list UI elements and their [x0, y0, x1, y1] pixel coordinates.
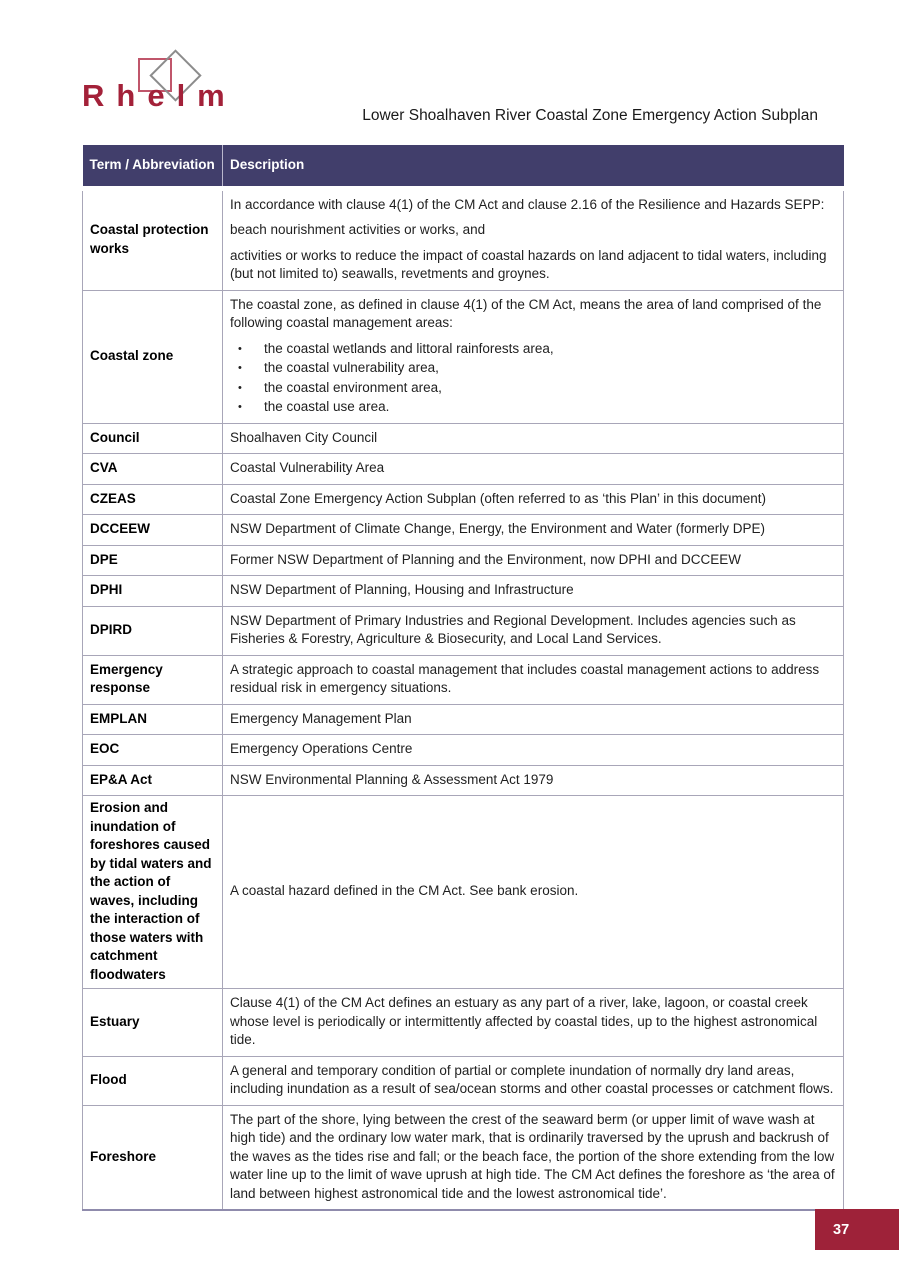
bullet-text: the coastal environment area,: [264, 379, 442, 395]
glossary-table: [82, 145, 844, 1211]
description-cell: [223, 423, 844, 454]
description-paragraph: In accordance with clause 4(1) of the CM Act and clause 2.16 of the Resilience and Hazards SEPP:: [230, 196, 825, 212]
table-row: [83, 423, 844, 454]
description-paragraph: A coastal hazard defined in the CM Act. See bank erosion.: [230, 883, 579, 899]
bullet-text: the coastal use area.: [264, 399, 390, 414]
table-row: [83, 704, 844, 735]
term-cell: Estuary: [83, 989, 223, 1057]
term-cell: CVA: [83, 454, 223, 485]
bullet-item: [230, 340, 835, 359]
table-row: [83, 188, 844, 290]
description-cell: [223, 1105, 844, 1210]
term-cell: EMPLAN: [83, 704, 223, 735]
description-cell: [223, 188, 844, 290]
description-paragraph: Emergency Operations Centre: [230, 741, 413, 756]
description-paragraph: A strategic approach to coastal management that includes coastal management actions to address residual risk in emergency situations.: [230, 661, 820, 695]
table-row: [83, 655, 844, 704]
term-cell: CZEAS: [83, 484, 223, 515]
term-cell: DPHI: [83, 576, 223, 607]
table-row: [83, 484, 844, 515]
logo-text: Rhelm: [82, 78, 237, 113]
description-paragraph: Emergency Management Plan: [230, 710, 412, 726]
description-cell: [223, 515, 844, 546]
table-header-row: [83, 145, 844, 188]
description-paragraph: Coastal Vulnerability Area: [230, 460, 385, 475]
bullet-item: [230, 379, 835, 398]
column-header-description: Description: [223, 145, 844, 188]
description-paragraph: The part of the shore, lying between the crest of the seaward berm (or upper limit of wave wash at high tide) and the ordinary low water mark, that is ordinarily traversed by the uprush and backrush of the waves as the tides rise and fall; or the beach face, the portion of the shore extending from the low water line up to the limit of wave uprush at high tide. The CM Act defines the foreshore as ‘the area of land between highest astronomical tide and the lowest astronomical tide’.: [230, 1111, 835, 1201]
bullet-icon: •: [238, 362, 242, 374]
document-title: Lower Shoalhaven River Coastal Zone Emergency Action Subplan: [362, 107, 818, 124]
description-cell: [223, 655, 844, 704]
description-cell: [223, 1056, 844, 1105]
table-row: [83, 454, 844, 485]
bullet-item: [230, 398, 835, 417]
rhelm-logo: [82, 42, 302, 127]
description-paragraph: NSW Department of Planning, Housing and Infrastructure: [230, 582, 574, 597]
bullet-item: [230, 359, 835, 378]
page-number: 37: [833, 1221, 850, 1238]
description-cell: [223, 545, 844, 576]
term-cell: Erosion and inundation of foreshores caused by tidal waters and the action of waves, including the interaction of those waters with catchment floodwaters: [83, 796, 223, 989]
description-paragraph: NSW Environmental Planning & Assessment Act 1979: [230, 771, 554, 787]
bullet-text: the coastal vulnerability area,: [264, 360, 439, 375]
table-row: [83, 735, 844, 766]
term-cell: EP&A Act: [83, 765, 223, 796]
table-row: [83, 606, 844, 655]
table-row: [83, 1056, 844, 1105]
term-cell: Foreshore: [83, 1105, 223, 1210]
description-cell: [223, 454, 844, 485]
description-cell: [223, 290, 844, 423]
term-cell: Council: [83, 423, 223, 454]
table-row: [83, 290, 844, 423]
table-row: [83, 765, 844, 796]
description-cell: [223, 765, 844, 796]
description-paragraph: The coastal zone, as defined in clause 4(1) of the CM Act, means the area of land comprised of the following coastal management areas:: [230, 296, 822, 330]
bullet-icon: •: [238, 381, 242, 394]
description-paragraph: A general and temporary condition of partial or complete inundation of normally dry land areas, including inundation as a result of sea/ocean storms and other coastal processes or catchment flows.: [230, 1062, 834, 1096]
column-header-term: Term / Abbreviation: [83, 145, 223, 188]
term-cell: Emergency response: [83, 655, 223, 704]
description-cell: [223, 484, 844, 515]
bullet-icon: •: [238, 342, 242, 355]
page-number-badge: [815, 1209, 899, 1250]
term-cell: DPIRD: [83, 606, 223, 655]
term-cell: EOC: [83, 735, 223, 766]
bullet-icon: •: [238, 401, 242, 413]
term-cell: DPE: [83, 545, 223, 576]
term-cell: Coastal zone: [83, 290, 223, 423]
term-cell: DCCEEW: [83, 515, 223, 546]
table-row: [83, 515, 844, 546]
description-paragraph: Former NSW Department of Planning and the Environment, now DPHI and DCCEEW: [230, 551, 741, 567]
description-cell: [223, 796, 844, 989]
table-row: [83, 1105, 844, 1210]
description-paragraph: Coastal Zone Emergency Action Subplan (often referred to as ‘this Plan’ in this document): [230, 490, 767, 506]
table-row: [83, 796, 844, 989]
table-row: [83, 989, 844, 1057]
description-paragraph: Shoalhaven City Council: [230, 429, 378, 445]
description-cell: [223, 704, 844, 735]
description-paragraph: NSW Department of Primary Industries and Regional Development. Includes agencies such as Fisheries & Forestry, Agriculture & Biosecurity, and Local Land Services.: [230, 612, 796, 646]
description-paragraph: activities or works to reduce the impact of coastal hazards on land adjacent to tidal waters, including (but not limited to) seawalls, revetments and groynes.: [230, 247, 827, 281]
description-paragraph: Clause 4(1) of the CM Act defines an estuary as any part of a river, lake, lagoon, or coastal creek whose level is periodically or intermittently affected by coastal tides, up to the highest astronomical tide.: [230, 995, 818, 1047]
term-cell: Flood: [83, 1056, 223, 1105]
bullet-list: [230, 340, 835, 417]
table-row: [83, 545, 844, 576]
bullet-text: the coastal wetlands and littoral rainforests area,: [264, 340, 554, 356]
description-paragraph: beach nourishment activities or works, and: [230, 222, 486, 237]
term-cell: Coastal protection works: [83, 188, 223, 290]
description-cell: [223, 606, 844, 655]
description-paragraph: NSW Department of Climate Change, Energy, the Environment and Water (formerly DPE): [230, 521, 765, 536]
table-row: [83, 576, 844, 607]
description-cell: [223, 989, 844, 1057]
description-cell: [223, 735, 844, 766]
description-cell: [223, 576, 844, 607]
